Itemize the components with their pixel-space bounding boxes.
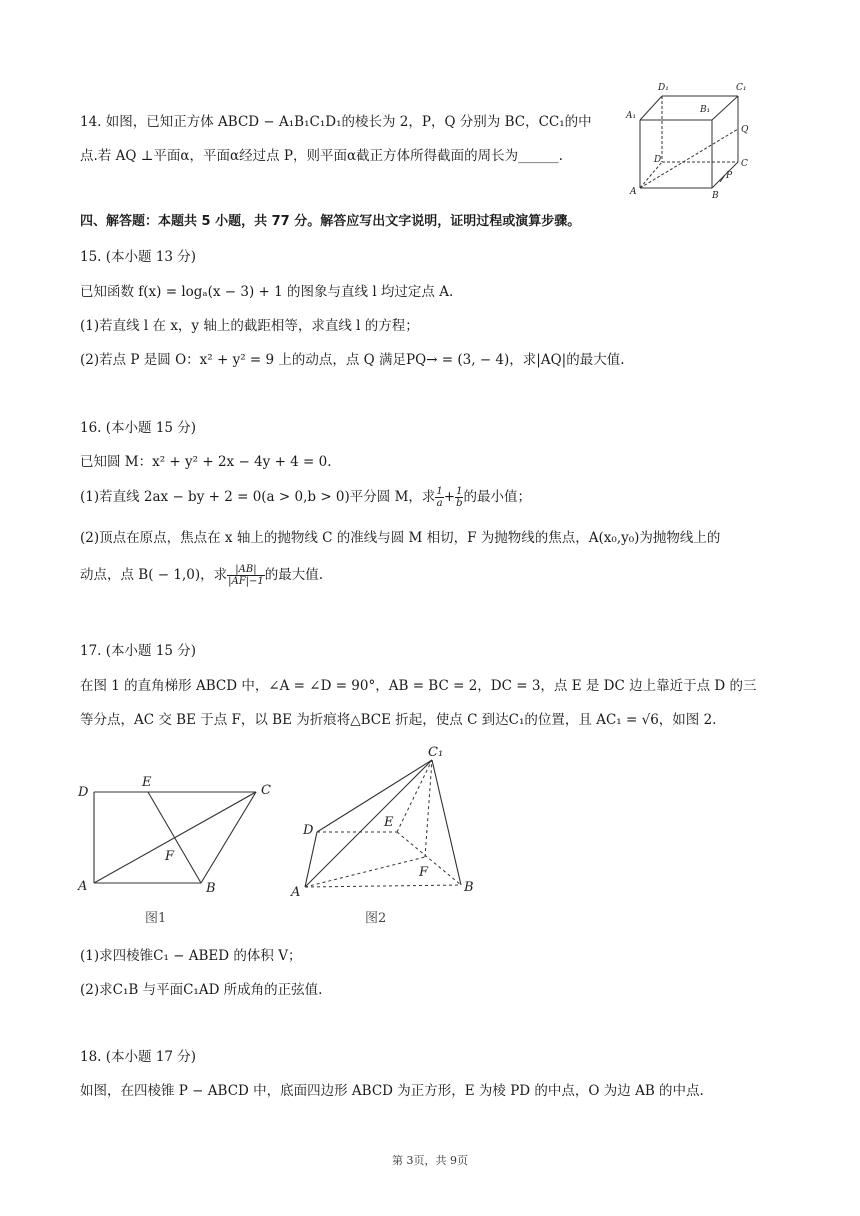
fraction-denominator: a — [436, 498, 443, 509]
q17-part-1: (1)求四棱锥C₁ − ABED 的体积 V； — [80, 948, 302, 964]
fig2-label-e: E — [384, 815, 394, 830]
cube-label-c1: C₁ — [736, 83, 747, 93]
q16-part-1-text-a: (1)若直线 2ax − by + 2 = 0(a > 0,b > 0)平分圆 M，求 — [80, 489, 436, 505]
q18-line-1: 如图，在四棱锥 P − ABCD 中，底面四边形 ABCD 为正方形，E 为棱 PD 的中点，O 为边 AB 的中点. — [80, 1083, 704, 1099]
fig1-label-f: F — [165, 849, 175, 864]
q15-part-1: (1)若直线 l 在 x，y 轴上的截距相等，求直线 l 的方程； — [80, 318, 419, 334]
q14-line-2: 点.若 AQ ⊥平面α，平面α经过点 P，则平面α截正方体所得截面的周长为______. — [80, 148, 563, 164]
page-footer: 第 3页，共 9页 — [392, 1154, 468, 1167]
fig1-label-d: D — [78, 785, 89, 800]
fraction-denominator: |AF|−1 — [228, 576, 264, 587]
fig2-label-b: B — [464, 880, 474, 895]
cube-figure — [620, 78, 760, 201]
q15-stem: 已知函数 f(x) = logₐ(x − 3) + 1 的图象与直线 l 均过定点 A. — [80, 284, 454, 300]
fig1-label-a: A — [78, 879, 88, 894]
cube-label-q: Q — [741, 125, 749, 135]
fig1-caption: 图1 — [145, 911, 167, 926]
fig2-label-c1: C₁ — [428, 745, 444, 760]
trapezoid-figure-1 — [70, 770, 290, 930]
fraction-1-over-a — [435, 486, 443, 509]
q16-part-2-line-1: (2)顶点在原点，焦点在 x 轴上的抛物线 C 的准线与圆 M 相切，F 为抛物线的焦点，A(x₀,y₀)为抛物线上的 — [80, 530, 721, 546]
q16-part-1-text-b: 的最小值； — [463, 489, 531, 505]
fig1-label-e: E — [142, 775, 152, 790]
cube-label-a1: A₁ — [626, 111, 637, 121]
cube-label-p: P — [726, 171, 733, 181]
q15-part-2: (2)若点 P 是圆 O：x² + y² = 9 上的动点，点 Q 满足PQ→ = (3, − 4)，求|AQ|的最大值. — [80, 352, 625, 368]
fraction-numerator: |AB| — [227, 564, 265, 576]
q16-part-2-line-2 — [80, 564, 323, 587]
cube-label-b: B — [712, 191, 719, 201]
q16-part-2-text-b: 的最大值. — [264, 567, 324, 583]
fig2-label-a: A — [291, 885, 301, 900]
fig2-label-f: F — [419, 865, 429, 880]
q16-part-1 — [80, 486, 531, 509]
fig1-label-c: C — [261, 783, 271, 798]
fig2-label-d: D — [303, 823, 314, 838]
q18-title: 18. (本小题 17 分) — [80, 1049, 197, 1065]
q17-title: 17. (本小题 15 分) — [80, 643, 197, 659]
cube-label-d: D — [654, 155, 662, 165]
q16-title: 16. (本小题 15 分) — [80, 420, 197, 436]
q16-stem: 已知圆 M：x² + y² + 2x − 4y + 4 = 0. — [80, 454, 332, 470]
q17-part-2: (2)求C₁B 与平面C₁AD 所成角的正弦值. — [80, 982, 323, 998]
fraction-numerator: 1 — [456, 486, 463, 497]
cube-label-b1: B₁ — [700, 105, 711, 115]
q15-title: 15. (本小题 13 分) — [80, 249, 197, 265]
fraction-ab-over-af — [227, 564, 265, 587]
q17-line-1: 在图 1 的直角梯形 ABCD 中，∠A = ∠D = 90°，AB = BC = 2，DC = 3，点 E 是 DC 边上靠近于点 D 的三 — [80, 678, 757, 694]
pyramid-figure-2 — [285, 740, 495, 930]
fraction-denominator: b — [456, 498, 463, 509]
cube-label-a: A — [630, 187, 637, 197]
q17-line-2: 等分点，AC 交 BE 于点 F，以 BE 为折痕将△BCE 折起，使点 C 到达C₁的位置，且 AC₁ = √6，如图 2. — [80, 712, 717, 728]
cube-label-c: C — [741, 159, 748, 169]
plus-sign: + — [443, 489, 456, 505]
q14-line-1: 14. 如图，已知正方体 ABCD − A₁B₁C₁D₁的棱长为 2，P，Q 分别为 BC，CC₁的中 — [80, 114, 592, 130]
fig1-label-b: B — [206, 881, 216, 896]
section-4-heading: 四、解答题：本题共 5 小题，共 77 分。解答应写出文字说明，证明过程或演算步骤。 — [80, 214, 581, 229]
fraction-numerator: 1 — [436, 486, 443, 497]
q16-part-2-text-a: 动点，点 B( − 1,0)，求 — [80, 567, 228, 583]
cube-label-d1: D₁ — [658, 83, 669, 93]
fig2-caption: 图2 — [365, 911, 387, 926]
